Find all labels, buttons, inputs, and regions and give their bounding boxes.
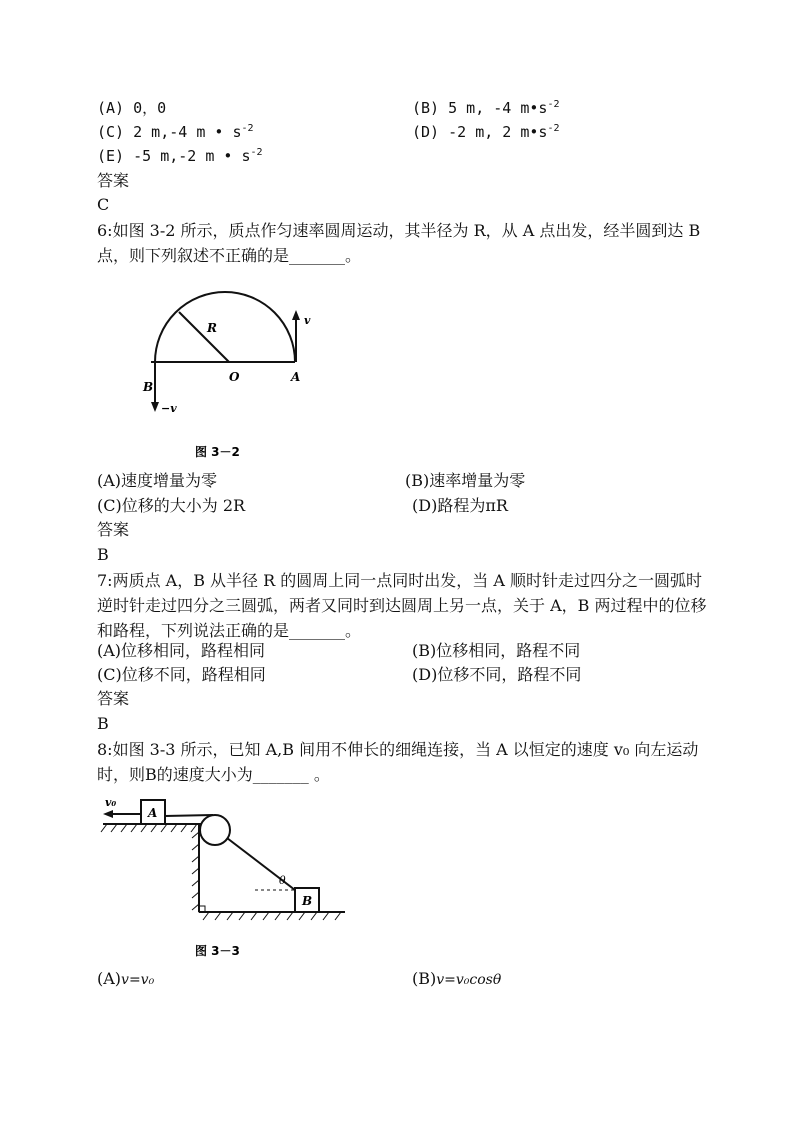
- upper-ground-hatch: [101, 824, 197, 832]
- radius-line: [179, 312, 229, 362]
- label-neg-v: −v: [161, 402, 177, 415]
- q7-option-a: (A)位移相同，路程相同: [97, 641, 266, 660]
- rope-top: [165, 815, 213, 816]
- label-v0: v₀: [105, 796, 117, 809]
- q6-option-a: (A)速度增量为零: [97, 471, 218, 490]
- q5-option-e: (E) -5 m,-2 m • $s^{-2}$: [97, 147, 263, 165]
- q7-option-c: (C)位移不同，路程相同: [97, 665, 266, 684]
- pulley: [200, 815, 230, 845]
- q5-answer: C: [97, 195, 110, 214]
- q6-option-c: (C)位移的大小为 2R: [97, 496, 246, 515]
- label-B: B: [143, 380, 154, 394]
- arrow-head-up: [292, 310, 300, 320]
- q7-answer: B: [97, 714, 109, 733]
- label-v: v: [304, 314, 311, 327]
- q6-answer: B: [97, 545, 109, 564]
- q7-stem: 7:两质点 A，B 从半径 R 的圆周上同一点同时出发，当 A 顺时针走过四分之一圆弧时逆时针走过四分之三圆弧，两者又同时到达圆周上另一点，关于 A，B 两过程中的位移和路程，下列说法正确的是_______。: [97, 571, 707, 640]
- q6-option-b: (B)速率增量为零: [405, 471, 526, 490]
- q7-answer-label: 答案: [97, 689, 130, 708]
- q6-answer-label: 答案: [97, 520, 130, 539]
- q7-option-b: (B)位移相同，路程不同: [412, 641, 581, 660]
- figure-3-3-caption: 图 3－3: [195, 944, 240, 958]
- label-O: O: [229, 370, 240, 384]
- wall-hatch: [192, 832, 199, 910]
- q5-answer-label: 答案: [97, 171, 130, 190]
- q8-option-b: (B)v=v₀cosθ: [412, 969, 502, 988]
- arrow-head-left: [103, 810, 113, 818]
- q7-option-d: (D)位移不同，路程不同: [412, 665, 582, 684]
- q5-option-d: (D) -2 m, 2 $m•s^{-2}$: [412, 123, 560, 141]
- figure-3-3: [95, 792, 370, 967]
- block-b-label: B: [302, 894, 313, 908]
- label-R: R: [207, 321, 217, 335]
- q5-option-b: (B) 5 m, -4 $m•s^{-2}$: [412, 99, 560, 117]
- semicircle-arc: [155, 292, 295, 362]
- arrow-head-down: [151, 402, 159, 412]
- lower-ground-hatch: [203, 912, 341, 920]
- q8-option-a: (A)v=v₀: [97, 969, 155, 988]
- block-a-label: A: [148, 806, 158, 820]
- figure-3-2: [95, 290, 325, 465]
- q6-option-d: (D)路程为πR: [412, 496, 508, 515]
- q8-stem: 8:如图 3-3 所示，已知 A,B 间用不伸长的细绳连接，当 A 以恒定的速度 v₀ 向左运动时，则B的速度大小为_______ 。: [97, 740, 699, 784]
- q6-stem: 6:如图 3-2 所示，质点作匀速率圆周运动，其半径为 R，从 A 点出发，经半圆到达 B 点，则下列叙述不正确的是_______。: [97, 221, 701, 265]
- label-theta: θ: [279, 874, 286, 887]
- q5-option-a: (A) 0，0: [97, 99, 167, 117]
- figure-3-2-caption: 图 3－2: [195, 445, 240, 459]
- q5-option-c: (C) 2 m,-4 m • $s^{-2}$: [97, 123, 254, 141]
- label-A: A: [291, 370, 301, 384]
